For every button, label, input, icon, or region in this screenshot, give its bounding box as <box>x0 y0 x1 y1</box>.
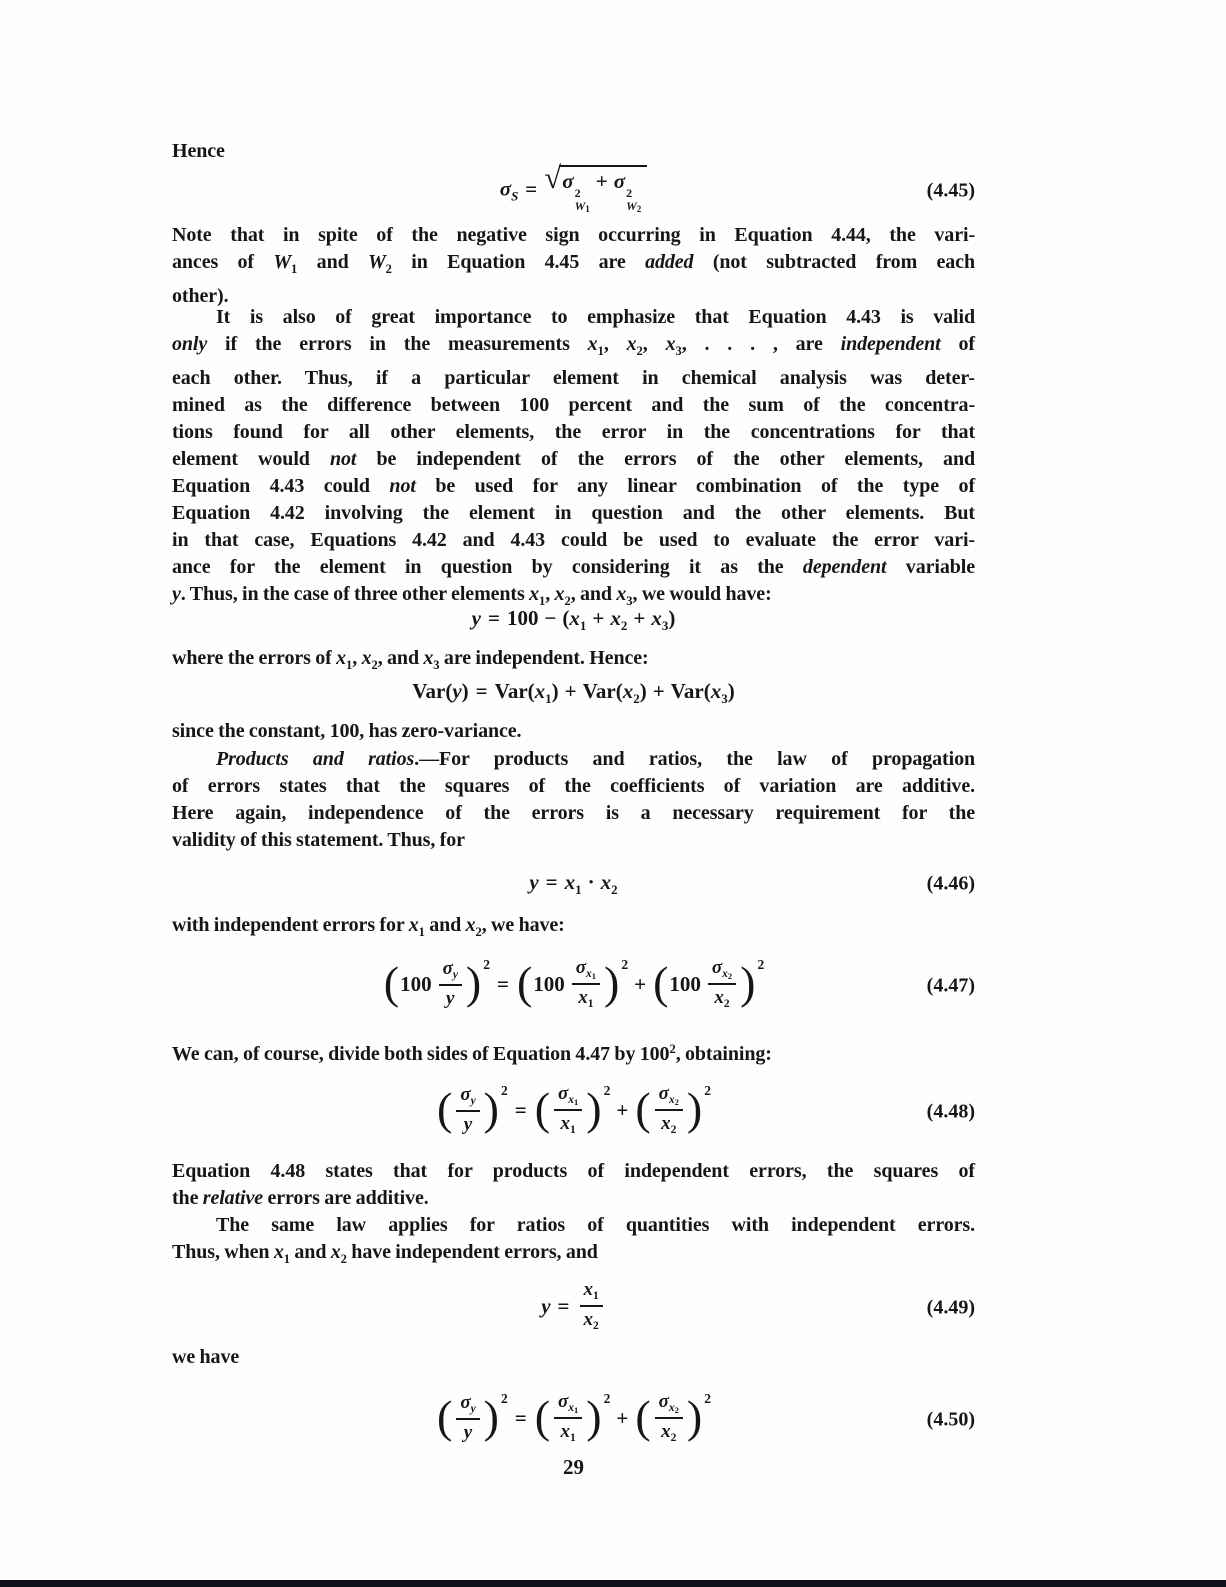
equation-number-4-49: (4.49) <box>926 1296 975 1319</box>
sigma-symbol: σ <box>658 1082 669 1104</box>
equals-sign: = <box>497 971 509 996</box>
line-wecan <box>172 1036 975 1068</box>
fraction-x1-over-x2 <box>580 1279 603 1333</box>
fraction-sigma-x1-over-x1 <box>572 957 600 1012</box>
fraction-numerator <box>572 957 600 986</box>
left-paren: ( <box>615 679 623 703</box>
plus-sign: + <box>616 1097 629 1122</box>
exponent-2: 2 <box>501 1082 508 1098</box>
right-paren: ) <box>639 679 647 703</box>
fraction-numerator <box>456 1084 479 1112</box>
sigma-symbol: σ <box>558 1390 569 1412</box>
W-symbol: W <box>574 199 586 214</box>
radicand <box>559 165 647 214</box>
subscript-2: 2 <box>593 1320 599 1332</box>
x-symbol: x <box>622 679 634 703</box>
exponent-2: 2 <box>483 956 490 972</box>
fraction-sigma-x2-over-x2 <box>655 1391 683 1446</box>
sigma-symbol: σ <box>499 176 512 201</box>
fraction-numerator <box>554 1391 582 1420</box>
page-number: 29 <box>563 1455 584 1479</box>
fraction-numerator <box>655 1391 683 1420</box>
fraction-numerator <box>456 1392 479 1420</box>
big-left-paren: ( <box>436 1391 453 1442</box>
text-line: Equation 4.48 states that for products of independent errors, the squares of <box>172 1160 975 1182</box>
text-line: ance for the element in question by considering it as the dependent variable <box>172 556 975 578</box>
equation-4-49-body <box>541 1278 606 1335</box>
radical-sign: √ <box>544 160 562 196</box>
text-line: We can, of course, divide both sides of Equation 4.47 by $100^2$, obtaining: <box>172 1042 772 1065</box>
fraction-sigma-y-over-y <box>456 1084 479 1136</box>
subscript-x1 <box>568 1402 578 1414</box>
line-wehave <box>172 1344 975 1371</box>
right-paren: ) <box>461 679 469 703</box>
equals-sign: = <box>525 176 538 201</box>
fraction-numerator <box>655 1083 683 1112</box>
fraction-denominator <box>554 1111 582 1137</box>
x-symbol: x <box>560 1113 571 1135</box>
W-symbol: W <box>626 199 637 214</box>
x-symbol: x <box>661 1113 671 1135</box>
sigma-symbol: σ <box>558 1082 569 1104</box>
sub-subscript-2: 2 <box>674 1096 679 1107</box>
text-line: since the constant, 100, has zero-variance. <box>172 720 522 742</box>
text-line: mined as the difference between 100 percent and the sum of the concentra- <box>172 394 975 416</box>
subscript-x1 <box>586 968 596 980</box>
sub-subscript-2: 2 <box>636 204 642 215</box>
equation-4-46-body <box>529 870 617 898</box>
fraction-sigma-x1-over-x1 <box>554 1391 582 1446</box>
left-paren: ( <box>527 679 535 703</box>
y-symbol: y <box>452 679 462 703</box>
subscript-S: S <box>511 188 519 204</box>
equals-sign: = <box>557 1293 570 1318</box>
equation-4-50 <box>172 1380 975 1460</box>
var-operator: Var <box>494 679 528 703</box>
exponent-2: 2 <box>603 1082 611 1098</box>
plus-sign: + <box>592 606 605 630</box>
fraction-sigma-y-over-y <box>456 1392 479 1444</box>
equation-variance <box>172 676 975 710</box>
scan-bottom-edge <box>0 1580 1226 1587</box>
text-line: validity of this statement. Thus, for <box>172 829 465 851</box>
equation-4-50-body <box>436 1390 711 1448</box>
exponent-2: 2 <box>603 1390 611 1406</box>
paragraph-same-law <box>172 1212 975 1273</box>
paragraph-hence <box>172 138 975 165</box>
minus-sign: − <box>544 606 557 630</box>
left-paren: ( <box>703 679 711 703</box>
big-right-paren: ) <box>586 1391 602 1442</box>
equation-number-4-45: (4.45) <box>926 179 975 202</box>
plus-sign: + <box>595 169 608 194</box>
equals-sign: = <box>475 679 488 703</box>
text-line: The same law applies for ratios of quantities with independent errors. <box>216 1214 975 1236</box>
sigma-symbol: σ <box>711 956 723 978</box>
number-100: 100 <box>506 606 539 630</box>
subscript-1: 1 <box>545 691 552 706</box>
x-symbol: x <box>668 1401 675 1414</box>
line-with <box>172 912 975 946</box>
x-symbol: x <box>564 870 576 894</box>
text-line: element would not be independent of the errors of the other elements, and <box>172 448 975 470</box>
number-100: 100 <box>533 971 565 996</box>
text-line: tions found for all other elements, the error in the concentrations for that <box>172 421 975 443</box>
text-line: Thus, when $x_1$ and $x_2$ have independent errors, and <box>172 1241 598 1266</box>
sub-subscript-2: 2 <box>674 1404 679 1415</box>
text-line: only if the errors in the measurements $x_1$, $x_2$, $x_3$, . . . , are independent of <box>172 333 975 358</box>
fraction-denominator: y <box>463 1114 473 1136</box>
text-line: Here again, independence of the errors is a necessary requirement for the <box>172 802 975 824</box>
sub-subscript-1: 1 <box>591 970 597 981</box>
x-symbol: x <box>710 679 722 703</box>
big-left-paren: ( <box>534 1083 551 1134</box>
x-symbol: x <box>583 1309 594 1330</box>
x-symbol: x <box>569 606 580 630</box>
text-line: Note that in spite of the negative sign occurring in Equation 4.44, the vari- <box>172 224 975 246</box>
subscript-y: y <box>470 1402 476 1415</box>
big-right-paren: ) <box>686 1391 703 1442</box>
subscript-2: 2 <box>611 882 618 897</box>
exponent-2: 2 <box>574 186 581 201</box>
var-operator: Var <box>582 679 616 703</box>
plus-sign: + <box>633 606 646 630</box>
fraction-numerator <box>708 957 736 986</box>
fraction-sigma-x2-over-x2 <box>655 1083 683 1138</box>
sup-sub-stack <box>626 187 641 214</box>
subscript-2: 2 <box>723 998 730 1011</box>
text-line: each other. Thus, if a particular element in chemical analysis was deter- <box>172 367 975 389</box>
text-line: with independent errors for $x_1$ and $x_2$, we have: <box>172 914 565 939</box>
fraction-sigma-x2-over-x2 <box>708 957 736 1012</box>
x-symbol: x <box>560 1421 571 1443</box>
subscript-2: 2 <box>670 1432 677 1445</box>
left-paren: ( <box>562 606 570 630</box>
text-line: y. Thus, in the case of three other elements $x_1$, $x_2$, and $x_3$, we would have: <box>172 583 772 608</box>
big-right-paren: ) <box>465 957 482 1008</box>
subscript-x2 <box>669 1402 679 1414</box>
paragraph-relative-errors <box>172 1158 975 1212</box>
equation-4-45 <box>172 160 975 216</box>
fraction-denominator: y <box>446 988 455 1010</box>
sub-subscript-1: 1 <box>574 1404 579 1415</box>
sigma-symbol: σ <box>613 169 626 194</box>
equation-4-48 <box>172 1072 975 1152</box>
var-operator: Var <box>670 679 704 703</box>
text-line: other). <box>172 285 229 307</box>
subscript-3: 3 <box>661 618 669 633</box>
exponent-2: 2 <box>757 956 765 972</box>
equation-4-45-body <box>499 160 648 215</box>
fraction-denominator <box>655 1111 683 1137</box>
x-symbol: x <box>651 606 662 630</box>
subscript-1: 1 <box>570 1432 576 1445</box>
x-symbol: x <box>714 987 724 1009</box>
plus-sign: + <box>652 679 665 703</box>
square-root <box>544 160 647 215</box>
text-line: Equation 4.42 involving the element in question and the other elements. But <box>172 502 975 524</box>
x-symbol: x <box>586 967 592 980</box>
right-paren: ) <box>551 679 559 703</box>
exponent-2: 2 <box>501 1390 508 1406</box>
y-symbol: y <box>541 1293 551 1318</box>
exponent-2: 2 <box>626 186 633 201</box>
sigma-symbol: σ <box>442 957 453 979</box>
fraction-numerator <box>439 958 462 986</box>
paragraph-products-ratios <box>172 746 975 854</box>
plus-sign: + <box>564 679 577 703</box>
subscript-2: 2 <box>670 1124 677 1137</box>
subscript-W2 <box>626 200 641 214</box>
sub-subscript-1: 1 <box>585 204 590 215</box>
equation-number-4-50: (4.50) <box>926 1408 975 1431</box>
equation-4-47 <box>172 946 975 1026</box>
right-paren: ) <box>668 606 676 630</box>
exponent-2: 2 <box>704 1082 711 1098</box>
subscript-1: 1 <box>575 882 582 897</box>
fraction-sigma-y-over-y <box>439 958 462 1010</box>
subscript-2: 2 <box>620 618 628 633</box>
sup-sub-stack <box>575 187 590 214</box>
big-right-paren: ) <box>740 957 756 1008</box>
sigma-symbol: σ <box>460 1391 471 1413</box>
subscript-3: 3 <box>721 691 728 706</box>
equation-4-46 <box>172 866 975 902</box>
subscript-W1 <box>575 200 590 214</box>
plus-sign: + <box>634 971 647 996</box>
fraction-denominator <box>580 1307 603 1333</box>
equation-variance-body <box>412 679 734 707</box>
equation-4-49 <box>172 1276 975 1340</box>
x-symbol: x <box>568 1093 575 1106</box>
line-where <box>172 645 975 679</box>
fraction-denominator <box>655 1419 683 1445</box>
big-right-paren: ) <box>686 1083 703 1134</box>
big-right-paren: ) <box>586 1083 602 1134</box>
x-symbol: x <box>568 1401 575 1414</box>
equation-number-4-48: (4.48) <box>926 1100 975 1123</box>
center-dot: · <box>587 870 595 894</box>
big-left-paren: ( <box>653 957 669 1008</box>
x-symbol: x <box>610 606 621 630</box>
paragraph-validity <box>172 304 975 615</box>
fraction-sigma-x1-over-x1 <box>554 1083 582 1138</box>
equation-y-100-body <box>472 606 676 634</box>
subscript-x1 <box>568 1094 578 1106</box>
big-right-paren: ) <box>604 957 620 1008</box>
text-line: ances of $W_1$ and $W_2$ in Equation 4.45 are added (not subtracted from each <box>172 251 975 276</box>
big-left-paren: ( <box>534 1391 551 1442</box>
fraction-numerator <box>554 1083 582 1112</box>
text-line: Products and ratios.—For products and ratios, the law of propagation <box>216 748 975 770</box>
sigma-symbol: σ <box>562 169 574 194</box>
y-symbol: y <box>471 606 481 630</box>
number-100: 100 <box>400 971 432 996</box>
subscript-2: 2 <box>633 691 640 706</box>
equals-sign: = <box>514 1405 527 1430</box>
big-left-paren: ( <box>383 957 400 1008</box>
x-symbol: x <box>600 870 612 894</box>
text-line: the relative errors are additive. <box>172 1187 429 1209</box>
equation-number-4-47: (4.47) <box>926 974 975 997</box>
text-line: It is also of great importance to emphasize that Equation 4.43 is valid <box>216 306 975 328</box>
y-symbol: y <box>529 870 539 894</box>
text-line: Hence <box>172 140 225 162</box>
text-line: we have <box>172 1346 240 1368</box>
right-paren: ) <box>727 679 735 703</box>
x-symbol: x <box>722 967 728 980</box>
var-operator: Var <box>412 679 446 703</box>
text-line: in that case, Equations 4.42 and 4.43 could be used to evaluate the error vari- <box>172 529 975 551</box>
big-right-paren: ) <box>483 1391 499 1442</box>
fraction-denominator <box>554 1419 582 1445</box>
plus-sign: + <box>616 1405 629 1430</box>
text-line: where the errors of $x_1$, $x_2$, and $x_3$ are independent. Hence: <box>172 647 649 672</box>
equals-sign: = <box>545 870 558 894</box>
text-line: Equation 4.43 could not be used for any linear combination of the type of <box>172 475 976 497</box>
x-symbol: x <box>583 1278 594 1300</box>
subscript-1: 1 <box>587 998 594 1011</box>
fraction-denominator <box>708 985 736 1011</box>
x-symbol: x <box>668 1093 675 1106</box>
sub-subscript-2: 2 <box>727 970 733 981</box>
big-right-paren: ) <box>483 1083 499 1134</box>
equation-y-100 <box>172 603 975 637</box>
big-left-paren: ( <box>516 957 533 1008</box>
big-left-paren: ( <box>436 1083 453 1134</box>
x-symbol: x <box>578 987 588 1009</box>
subscript-1: 1 <box>570 1124 576 1137</box>
left-paren: ( <box>445 679 453 703</box>
equation-4-47-body <box>383 956 765 1014</box>
subscript-1: 1 <box>579 618 587 633</box>
sigma-symbol: σ <box>460 1083 471 1105</box>
number-100: 100 <box>669 971 701 996</box>
big-left-paren: ( <box>635 1083 651 1134</box>
fraction-denominator: y <box>463 1422 473 1444</box>
subscript-x2 <box>722 968 732 980</box>
x-symbol: x <box>534 679 546 703</box>
subscript-y: y <box>452 968 458 981</box>
sigma-symbol: σ <box>575 956 587 978</box>
x-symbol: x <box>661 1421 671 1443</box>
sub-subscript-1: 1 <box>574 1096 579 1107</box>
paragraph-note <box>172 222 975 310</box>
subscript-y: y <box>470 1094 476 1107</box>
big-left-paren: ( <box>635 1391 651 1442</box>
equals-sign: = <box>514 1097 527 1122</box>
fraction-numerator <box>580 1279 603 1307</box>
fraction-denominator <box>572 985 600 1011</box>
equals-sign: = <box>487 606 500 630</box>
line-since <box>172 718 975 745</box>
text-line: of errors states that the squares of the coefficients of variation are additive. <box>172 775 975 797</box>
equation-number-4-46: (4.46) <box>926 872 975 895</box>
subscript-x2 <box>669 1094 679 1106</box>
equation-4-48-body <box>436 1082 711 1140</box>
exponent-2: 2 <box>621 956 629 972</box>
subscript-1: 1 <box>593 1289 599 1302</box>
sigma-symbol: σ <box>658 1390 669 1412</box>
exponent-2: 2 <box>704 1390 711 1406</box>
